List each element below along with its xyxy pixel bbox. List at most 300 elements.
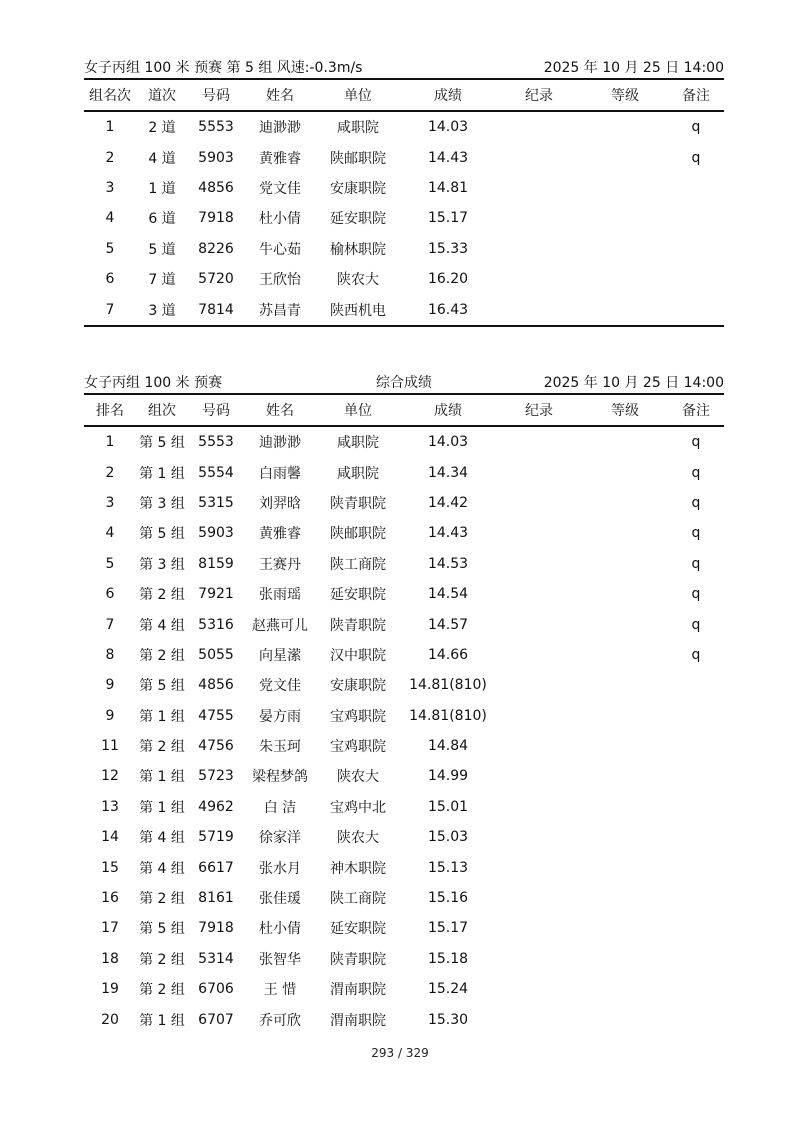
table-cell: 张佳瑗 xyxy=(259,891,301,908)
table-cell xyxy=(496,852,582,882)
table-row xyxy=(84,1004,724,1034)
table-cell xyxy=(582,974,668,1004)
column-header: 排名 xyxy=(84,394,136,426)
table-cell: 7 xyxy=(105,616,115,633)
combined-results-section xyxy=(84,373,724,1035)
table-cell: 朱玉珂 xyxy=(259,739,301,756)
table-cell xyxy=(582,883,668,913)
table-cell: 陕青职院 xyxy=(330,495,386,512)
table-cell: 15.17 xyxy=(427,210,469,227)
table-cell: 5553 xyxy=(198,119,234,136)
table-cell: q xyxy=(691,646,701,663)
table-cell: 第 1 组 xyxy=(139,799,185,816)
table-cell xyxy=(496,670,582,700)
table-cell: 黄雅睿 xyxy=(259,150,301,167)
table-cell: 7918 xyxy=(198,210,234,227)
table-cell: 延安职院 xyxy=(330,211,386,228)
table-cell: 陕邮职院 xyxy=(330,150,386,167)
table-cell: 14.81 xyxy=(427,179,469,196)
table-cell xyxy=(582,731,668,761)
table-cell xyxy=(668,731,724,761)
table-cell xyxy=(668,701,724,731)
table-cell: 14.81(810) xyxy=(409,677,487,694)
table-row xyxy=(84,701,724,731)
table-cell: 第 1 组 xyxy=(139,769,185,786)
column-header: 单位 xyxy=(316,394,400,426)
column-header: 单位 xyxy=(316,79,400,111)
table-cell: 20 xyxy=(101,1011,119,1028)
table-cell: 8226 xyxy=(198,240,234,257)
table-cell xyxy=(496,913,582,943)
table-cell: 5903 xyxy=(198,525,234,542)
table-cell: 14.42 xyxy=(427,494,469,511)
table-cell xyxy=(582,640,668,670)
table-cell: 陕农大 xyxy=(337,769,379,786)
table-cell: 徐家洋 xyxy=(259,830,301,847)
table-cell xyxy=(496,426,582,457)
table-row xyxy=(84,234,724,264)
table-cell: 14.53 xyxy=(427,555,469,572)
table-cell: 第 2 组 xyxy=(139,587,185,604)
table-cell: 13 xyxy=(101,798,119,815)
table-cell: 6 xyxy=(105,271,115,288)
table-cell: 15 xyxy=(101,859,119,876)
table-cell: 党文佳 xyxy=(259,180,301,197)
table-cell: 第 4 组 xyxy=(139,830,185,847)
table-cell: q xyxy=(691,149,701,166)
table-cell: q xyxy=(691,464,701,481)
table-cell: 8 xyxy=(105,646,115,663)
table-cell xyxy=(496,111,582,142)
column-header: 姓名 xyxy=(244,79,316,111)
table-row xyxy=(84,640,724,670)
table-cell xyxy=(496,234,582,264)
table-cell: 16 xyxy=(101,890,119,907)
table-cell xyxy=(582,488,668,518)
table-cell: 第 2 组 xyxy=(139,739,185,756)
table-cell: 汉中职院 xyxy=(330,647,386,664)
table-cell: 5315 xyxy=(198,494,234,511)
table-cell xyxy=(496,761,582,791)
table-cell xyxy=(582,852,668,882)
table-cell xyxy=(496,640,582,670)
table-cell: q xyxy=(691,494,701,511)
table-cell xyxy=(496,792,582,822)
table-cell: 陕青职院 xyxy=(330,951,386,968)
table-cell: 18 xyxy=(101,950,119,967)
combined-header xyxy=(84,373,724,393)
table-cell: 16.43 xyxy=(427,301,469,318)
table-cell: 渭南职院 xyxy=(330,982,386,999)
column-header: 纪录 xyxy=(496,79,582,111)
table-cell: 杜小倩 xyxy=(259,211,301,228)
table-cell: 乔可欣 xyxy=(259,1012,301,1029)
table-row xyxy=(84,822,724,852)
table-cell: 2 道 xyxy=(148,120,176,137)
table-row xyxy=(84,761,724,791)
table-cell xyxy=(582,579,668,609)
table-cell: 向星潆 xyxy=(259,647,301,664)
table-cell xyxy=(668,974,724,1004)
table-cell xyxy=(496,579,582,609)
table-cell: q xyxy=(691,555,701,572)
table-cell xyxy=(582,822,668,852)
table-cell xyxy=(668,264,724,294)
heat-header xyxy=(84,58,724,78)
table-cell: 14.03 xyxy=(427,119,469,136)
column-header: 号码 xyxy=(188,394,244,426)
table-header-row xyxy=(84,394,724,426)
table-cell: 4756 xyxy=(198,738,234,755)
table-cell: 3 道 xyxy=(148,302,176,319)
table-cell: 陕西机电 xyxy=(330,302,386,319)
table-cell: 陕农大 xyxy=(337,272,379,289)
table-cell: 19 xyxy=(101,981,119,998)
table-cell: 14.43 xyxy=(427,149,469,166)
table-cell: 黄雅睿 xyxy=(259,526,301,543)
table-cell: 第 2 组 xyxy=(139,647,185,664)
table-cell: 2 xyxy=(105,464,115,481)
table-cell xyxy=(496,488,582,518)
table-cell: 14.99 xyxy=(427,768,469,785)
table-cell: 榆林职院 xyxy=(330,241,386,258)
table-cell xyxy=(582,294,668,325)
table-cell xyxy=(496,264,582,294)
table-cell: 陕工商院 xyxy=(330,891,386,908)
page-number: 293 / 329 xyxy=(371,1046,429,1060)
table-row xyxy=(84,670,724,700)
table-cell xyxy=(582,203,668,233)
table-cell xyxy=(496,203,582,233)
table-cell: 4 xyxy=(105,525,115,542)
table-cell: 15.01 xyxy=(427,798,469,815)
table-cell: 14.34 xyxy=(427,464,469,481)
table-cell xyxy=(668,234,724,264)
table-cell: 晏方雨 xyxy=(259,708,301,725)
table-cell xyxy=(668,1004,724,1034)
table-row xyxy=(84,852,724,882)
combined-datetime: 2025 年 10 月 25 日 14:00 xyxy=(543,375,724,391)
table-cell xyxy=(582,234,668,264)
table-cell: 第 4 组 xyxy=(139,617,185,634)
table-cell: 4 道 xyxy=(148,150,176,167)
table-cell xyxy=(496,731,582,761)
table-cell xyxy=(496,609,582,639)
table-cell: 5903 xyxy=(198,149,234,166)
table-cell: 王赛丹 xyxy=(259,556,301,573)
table-row xyxy=(84,488,724,518)
table-row xyxy=(84,203,724,233)
table-cell: 6617 xyxy=(198,859,234,876)
table-cell: 4856 xyxy=(198,677,234,694)
table-cell: 5316 xyxy=(198,616,234,633)
table-cell xyxy=(668,822,724,852)
table-cell: 12 xyxy=(101,768,119,785)
table-cell: 渭南职院 xyxy=(330,1012,386,1029)
table-cell xyxy=(582,142,668,172)
table-cell: 白雨馨 xyxy=(259,465,301,482)
table-cell: 第 5 组 xyxy=(139,435,185,452)
table-header-row xyxy=(84,79,724,111)
table-cell xyxy=(582,457,668,487)
table-cell: 15.33 xyxy=(427,240,469,257)
heat-title: 女子丙组 100 米 预赛 第 5 组 风速:-0.3m/s xyxy=(84,60,363,76)
table-cell: 6 xyxy=(105,586,115,603)
column-header: 成绩 xyxy=(400,79,496,111)
table-cell: 7 道 xyxy=(148,272,176,289)
table-cell: 6707 xyxy=(198,1011,234,1028)
table-cell xyxy=(668,761,724,791)
table-cell: 5719 xyxy=(198,829,234,846)
table-row xyxy=(84,142,724,172)
table-cell xyxy=(668,173,724,203)
table-cell xyxy=(668,913,724,943)
table-row xyxy=(84,518,724,548)
table-cell: 15.17 xyxy=(427,920,469,937)
table-cell: 5055 xyxy=(198,646,234,663)
table-cell: 5 道 xyxy=(148,241,176,258)
table-cell xyxy=(582,944,668,974)
table-cell: 8159 xyxy=(198,555,234,572)
table-cell xyxy=(668,294,724,325)
table-cell: 1 xyxy=(105,434,115,451)
heat-results-section xyxy=(84,58,724,327)
table-cell: 党文佳 xyxy=(259,678,301,695)
table-cell: 王欣怡 xyxy=(259,272,301,289)
table-cell: 赵燕可儿 xyxy=(252,617,308,634)
table-cell xyxy=(582,426,668,457)
table-row xyxy=(84,609,724,639)
table-cell: 5720 xyxy=(198,271,234,288)
table-cell: 15.03 xyxy=(427,829,469,846)
column-header: 号码 xyxy=(188,79,244,111)
table-cell: 5 xyxy=(105,555,115,572)
table-row xyxy=(84,173,724,203)
column-header: 组名次 xyxy=(84,79,136,111)
table-cell: 延安职院 xyxy=(330,587,386,604)
table-cell: q xyxy=(691,525,701,542)
table-cell: 咸职院 xyxy=(337,120,379,137)
column-header: 组次 xyxy=(136,394,188,426)
table-cell xyxy=(582,701,668,731)
table-cell: q xyxy=(691,119,701,136)
table-row xyxy=(84,549,724,579)
table-cell: 15.13 xyxy=(427,859,469,876)
column-header: 成绩 xyxy=(400,394,496,426)
table-cell: 第 5 组 xyxy=(139,526,185,543)
table-cell xyxy=(582,913,668,943)
table-cell xyxy=(668,670,724,700)
table-cell: 14 xyxy=(101,829,119,846)
table-row xyxy=(84,457,724,487)
table-cell: 15.16 xyxy=(427,890,469,907)
table-cell: 咸职院 xyxy=(337,465,379,482)
table-cell xyxy=(582,792,668,822)
table-cell: q xyxy=(691,616,701,633)
table-cell xyxy=(582,264,668,294)
table-cell xyxy=(582,549,668,579)
table-cell: 梁程梦鸽 xyxy=(252,769,308,786)
table-cell: 第 3 组 xyxy=(139,556,185,573)
table-cell: 5314 xyxy=(198,950,234,967)
column-header: 姓名 xyxy=(244,394,316,426)
table-cell: 第 2 组 xyxy=(139,982,185,999)
table-cell: 6 道 xyxy=(148,211,176,228)
combined-title: 女子丙组 100 米 预赛 xyxy=(84,375,223,391)
table-cell: 4755 xyxy=(198,707,234,724)
table-cell: 第 2 组 xyxy=(139,951,185,968)
table-cell: 第 5 组 xyxy=(139,921,185,938)
table-cell: 15.24 xyxy=(427,981,469,998)
table-cell: 7921 xyxy=(198,586,234,603)
table-cell: 14.54 xyxy=(427,586,469,603)
table-cell xyxy=(668,883,724,913)
table-cell xyxy=(496,1004,582,1034)
table-cell xyxy=(582,609,668,639)
table-cell: 1 道 xyxy=(148,180,176,197)
table-row xyxy=(84,883,724,913)
table-cell: 神木职院 xyxy=(330,860,386,877)
table-cell: 宝鸡中北 xyxy=(330,799,386,816)
table-row xyxy=(84,792,724,822)
table-cell xyxy=(582,1004,668,1034)
table-cell xyxy=(496,883,582,913)
table-cell: 迪渺渺 xyxy=(259,435,301,452)
column-header: 等级 xyxy=(582,79,668,111)
table-cell xyxy=(582,518,668,548)
table-cell: 杜小倩 xyxy=(259,921,301,938)
table-cell: 5723 xyxy=(198,768,234,785)
table-cell: 第 5 组 xyxy=(139,678,185,695)
table-row xyxy=(84,264,724,294)
table-cell: 11 xyxy=(101,738,119,755)
table-cell: 宝鸡职院 xyxy=(330,739,386,756)
table-cell: 4856 xyxy=(198,179,234,196)
table-cell: 7 xyxy=(105,301,115,318)
table-cell: 6706 xyxy=(198,981,234,998)
table-cell: 14.43 xyxy=(427,525,469,542)
table-cell: 第 1 组 xyxy=(139,1012,185,1029)
heat-datetime: 2025 年 10 月 25 日 14:00 xyxy=(543,60,724,76)
table-cell: 安康职院 xyxy=(330,678,386,695)
table-cell: 7814 xyxy=(198,301,234,318)
table-cell: 牛心茹 xyxy=(259,241,301,258)
table-row xyxy=(84,944,724,974)
table-cell: 14.66 xyxy=(427,646,469,663)
table-cell xyxy=(496,173,582,203)
table-cell: 安康职院 xyxy=(330,180,386,197)
table-cell xyxy=(496,518,582,548)
table-cell: 9 xyxy=(105,707,115,724)
table-cell: 第 3 组 xyxy=(139,495,185,512)
table-cell: 延安职院 xyxy=(330,921,386,938)
table-cell: 14.03 xyxy=(427,434,469,451)
table-row xyxy=(84,731,724,761)
table-cell: 张雨瑶 xyxy=(259,587,301,604)
table-row xyxy=(84,426,724,457)
table-cell: q xyxy=(691,586,701,603)
table-cell: 1 xyxy=(105,119,115,136)
table-cell: 15.30 xyxy=(427,1011,469,1028)
column-header: 纪录 xyxy=(496,394,582,426)
table-cell: 王 惜 xyxy=(263,982,297,999)
combined-subtitle: 综合成绩 xyxy=(376,375,432,391)
table-row xyxy=(84,974,724,1004)
table-row xyxy=(84,111,724,142)
table-cell xyxy=(496,142,582,172)
table-cell: 14.57 xyxy=(427,616,469,633)
table-cell: 7918 xyxy=(198,920,234,937)
table-cell: 白 洁 xyxy=(263,799,297,816)
table-cell: 迪渺渺 xyxy=(259,120,301,137)
table-cell: 14.81(810) xyxy=(409,707,487,724)
combined-results-table xyxy=(84,393,724,1035)
table-cell: 陕农大 xyxy=(337,830,379,847)
table-cell: q xyxy=(691,434,701,451)
heat-results-table xyxy=(84,78,724,327)
table-cell: 2 xyxy=(105,149,115,166)
table-row xyxy=(84,579,724,609)
table-cell: 陕工商院 xyxy=(330,556,386,573)
table-cell xyxy=(496,549,582,579)
table-cell: 5553 xyxy=(198,434,234,451)
table-cell: 16.20 xyxy=(427,271,469,288)
table-cell xyxy=(582,173,668,203)
table-cell: 第 1 组 xyxy=(139,708,185,725)
column-header: 等级 xyxy=(582,394,668,426)
table-cell xyxy=(496,944,582,974)
table-cell: 张智华 xyxy=(259,951,301,968)
table-cell xyxy=(496,822,582,852)
table-cell: 15.18 xyxy=(427,950,469,967)
table-row xyxy=(84,294,724,325)
table-cell: 第 2 组 xyxy=(139,891,185,908)
table-cell: 4 xyxy=(105,210,115,227)
table-cell xyxy=(496,974,582,1004)
column-header: 备注 xyxy=(668,79,724,111)
table-cell: 咸职院 xyxy=(337,435,379,452)
table-cell xyxy=(668,203,724,233)
table-cell: 8161 xyxy=(198,890,234,907)
table-cell: 苏昌青 xyxy=(259,302,301,319)
table-cell: 5 xyxy=(105,240,115,257)
table-cell: 9 xyxy=(105,677,115,694)
table-cell: 3 xyxy=(105,494,115,511)
table-cell: 陕邮职院 xyxy=(330,526,386,543)
table-cell: 张水月 xyxy=(259,860,301,877)
table-cell: 5554 xyxy=(198,464,234,481)
table-cell xyxy=(496,701,582,731)
table-cell xyxy=(668,944,724,974)
table-cell: 陕青职院 xyxy=(330,617,386,634)
table-cell xyxy=(582,761,668,791)
table-cell: 4962 xyxy=(198,798,234,815)
table-cell: 3 xyxy=(105,179,115,196)
table-cell xyxy=(496,294,582,325)
table-cell xyxy=(668,792,724,822)
table-cell: 第 4 组 xyxy=(139,860,185,877)
column-header: 道次 xyxy=(136,79,188,111)
table-cell: 17 xyxy=(101,920,119,937)
table-cell: 第 1 组 xyxy=(139,465,185,482)
table-row xyxy=(84,913,724,943)
table-cell xyxy=(496,457,582,487)
table-cell: 刘羿晗 xyxy=(259,495,301,512)
column-header: 备注 xyxy=(668,394,724,426)
table-cell xyxy=(668,852,724,882)
table-cell xyxy=(582,111,668,142)
table-cell: 14.84 xyxy=(427,738,469,755)
